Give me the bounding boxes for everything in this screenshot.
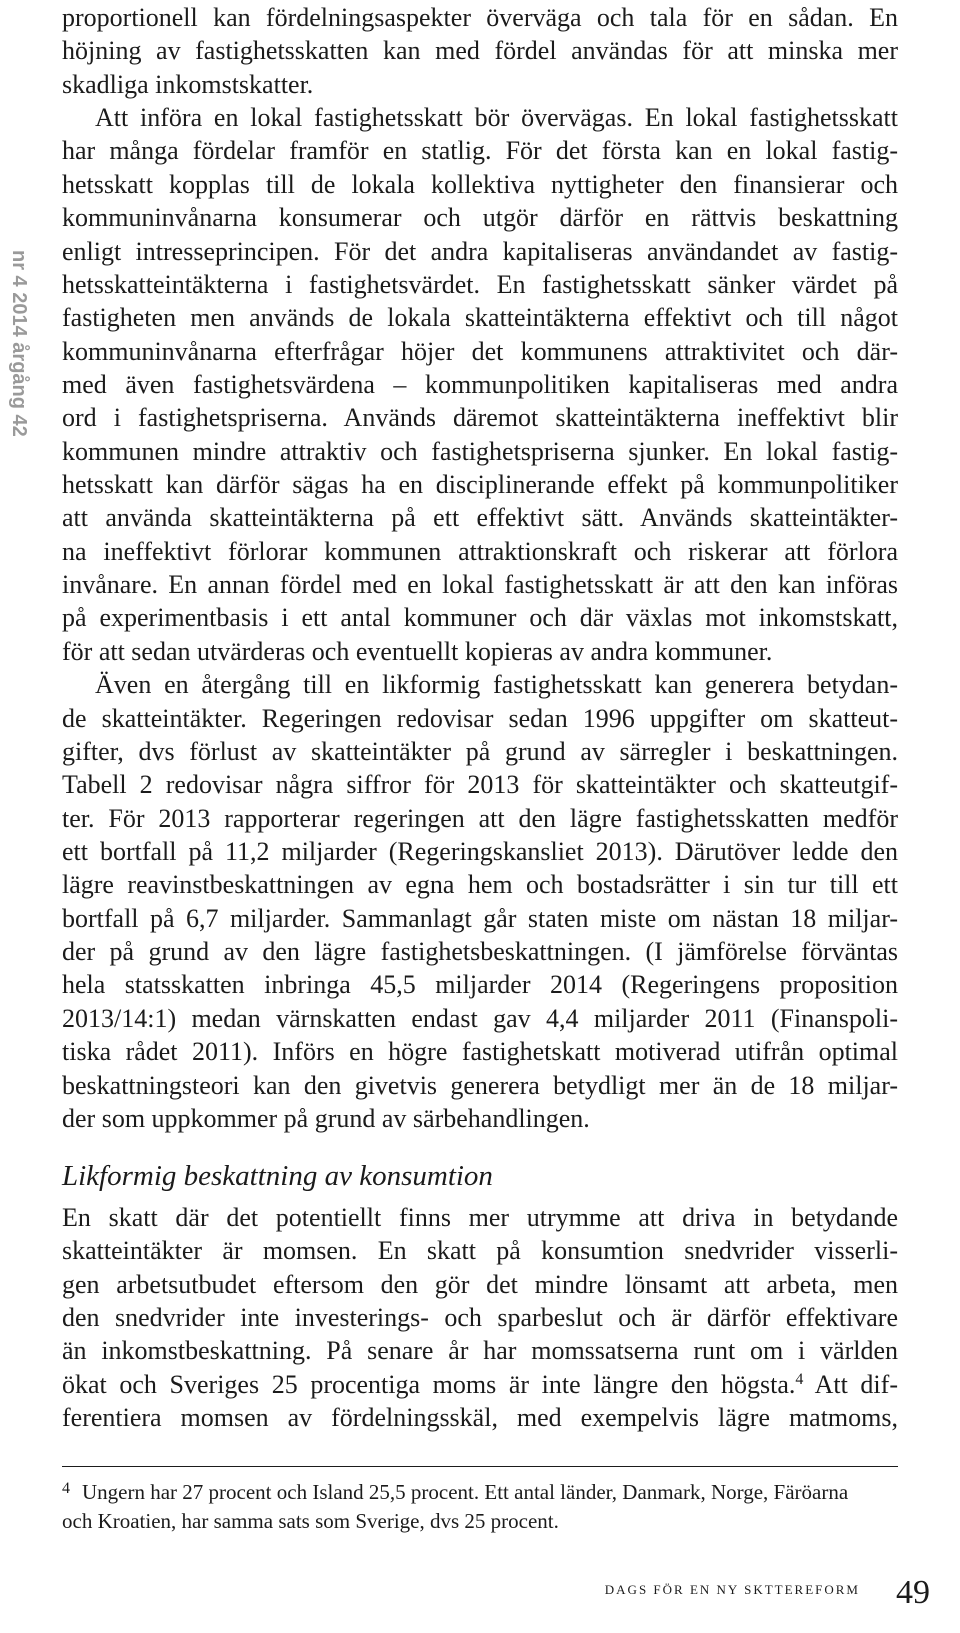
body-line: att använda skatteintäkterna på ett effektivt sätt. Används skatteintäkter- xyxy=(62,503,898,533)
footnote-line xyxy=(62,1478,898,1507)
body-line: än inkomstbeskattning. På senare år har momssatserna runt om i världen xyxy=(62,1336,898,1366)
body-line: proportionell kan fördelningsaspekter överväga och tala för en sådan. En xyxy=(62,3,898,32)
body-line: hetsskatt kopplas till de lokala kollektiva nyttigheter den finansierar och xyxy=(62,169,898,199)
body-line: bortfall på 6,7 miljarder. Sammanlagt går staten miste om nästan 18 miljar- xyxy=(62,903,898,933)
body-line: ferentiera momsen av fördelningsskäl, med exempelvis lägre matmoms, xyxy=(62,1403,898,1433)
body-line: gifter, dvs förlust av skatteintäkter på grund av särregler i beskattningen. xyxy=(62,736,898,766)
body-line: kommuninvånarna konsumerar och utgör därför en rättvis beskattning xyxy=(62,203,898,233)
body-line: för att sedan utvärderas och eventuellt kopieras av andra kommuner. xyxy=(62,636,773,666)
body-line xyxy=(62,1368,898,1401)
body-line: kommunen mindre attraktiv och fastighetspriserna sjunker. En lokal fastig- xyxy=(62,436,898,466)
footnote-reference: 4 xyxy=(795,1370,804,1388)
body-line: lägre reavinstbeskattningen av egna hem och bostadsrätter i sin tur till ett xyxy=(62,870,898,900)
body-line: En skatt där det potentiellt finns mer utrymme att driva in betydande xyxy=(62,1203,898,1232)
body-line: invånare. En annan fördel med en lokal fastighetsskatt är att den kan införas xyxy=(62,570,898,600)
body-line: Tabell 2 redovisar några siffror för 2013 för skatteintäkter och skatteutgif- xyxy=(62,770,898,800)
body-line: har många fördelar framför en statlig. För det första kan en lokal fastig- xyxy=(62,136,898,166)
body-line: enligt intresseprincipen. För det andra kapitaliseras användandet av fastig- xyxy=(62,236,898,266)
body-line: Att införa en lokal fastighetsskatt bör övervägas. En lokal fastighetsskatt xyxy=(95,103,898,133)
footnote-text: Ungern har 27 procent och Island 25,5 procent. Ett antal länder, Danmark, Norge, Färöarna xyxy=(82,1480,849,1504)
body-line: Även en återgång till en likformig fastighetsskatt kan generera betydan- xyxy=(95,670,898,700)
body-line: den snedvrider inte investerings- och sparbeslut och är därför effektivare xyxy=(62,1303,898,1333)
footnote-divider xyxy=(62,1466,898,1467)
body-line: beskattningsteori kan den givetvis generera betydligt mer än de 18 miljar- xyxy=(62,1070,898,1100)
body-line: hela statsskatten inbringa 45,5 miljarder 2014 (Regeringens proposition xyxy=(62,970,898,1000)
paragraph xyxy=(62,668,898,1135)
body-line: skadliga inkomstskatter. xyxy=(62,69,314,99)
body-line: ett bortfall på 11,2 miljarder (Regeringskansliet 2013). Därutöver ledde den xyxy=(62,836,898,866)
body-line: fastigheten men används de lokala skatteintäkterna effektivt och till något xyxy=(62,303,898,333)
body-line: kommuninvånarna efterfrågar höjer det kommunens attraktivitet och där- xyxy=(62,336,898,366)
body-line: na ineffektivt förlorar kommunen attraktionskraft och riskerar att förlora xyxy=(62,536,898,566)
paragraph xyxy=(62,1,898,101)
body-line-text: Att dif- xyxy=(803,1369,898,1399)
body-line: skatteintäkter är momsen. En skatt på konsumtion snedvrider visserli- xyxy=(62,1236,898,1266)
body-line-text: ökat och Sveriges 25 procentiga moms är inte längre den högsta. xyxy=(62,1369,796,1399)
body-line: hetsskatt kan därför sägas ha en disciplinerande effekt på kommunpolitiker xyxy=(62,470,898,500)
body-line: de skatteintäkter. Regeringen redovisar sedan 1996 uppgifter om skatteut- xyxy=(62,703,898,733)
body-line: 2013/14:1) medan värnskatten endast gav 4,4 miljarder 2011 (Finanspoli- xyxy=(62,1003,898,1033)
footnote xyxy=(62,1478,898,1536)
issue-margin-label: nr 4 2014 årgång 42 xyxy=(8,250,30,437)
section-body xyxy=(62,1201,898,1435)
section-heading: Likformig beskattning av konsumtion xyxy=(62,1160,493,1192)
running-footer-title: DAGS FÖR EN NY SKTTEREFORM xyxy=(604,1582,860,1597)
body-line: gen arbetsutbudet eftersom den gör det mindre lönsamt att arbeta, men xyxy=(62,1269,898,1299)
body-line: på experimentbasis i ett antal kommuner och där växlas mot inkomstskatt, xyxy=(62,603,898,633)
paragraph xyxy=(62,1201,898,1435)
body-line: der på grund av den lägre fastighetsbeskattningen. (I jämförelse förväntas xyxy=(62,937,898,967)
body-line: höjning av fastighetsskatten kan med fördel användas för att minska mer xyxy=(62,36,898,66)
footnote-number: 4 xyxy=(62,1480,70,1497)
paragraph xyxy=(62,101,898,668)
body-line: tiska rådet 2011). Införs en högre fastighetskatt motiverad utifrån optimal xyxy=(62,1037,898,1067)
article-body xyxy=(62,1,898,1135)
body-line: der som uppkommer på grund av särbehandlingen. xyxy=(62,1103,590,1133)
body-line: hetsskatteintäkterna i fastighetsvärdet. En fastighetsskatt sänker värdet på xyxy=(62,269,898,299)
page-number: 49 xyxy=(896,1574,930,1611)
body-line: ter. För 2013 rapporterar regeringen att den lägre fastighetsskatten medför xyxy=(62,803,898,833)
body-line: med även fastighetsvärdena – kommunpolitiken kapitaliseras med andra xyxy=(62,369,898,399)
footnote-line: och Kroatien, har samma sats som Sverige, dvs 25 procent. xyxy=(62,1509,559,1533)
body-line: ord i fastighetspriserna. Används däremot skatteintäkterna ineffektivt blir xyxy=(62,403,898,433)
